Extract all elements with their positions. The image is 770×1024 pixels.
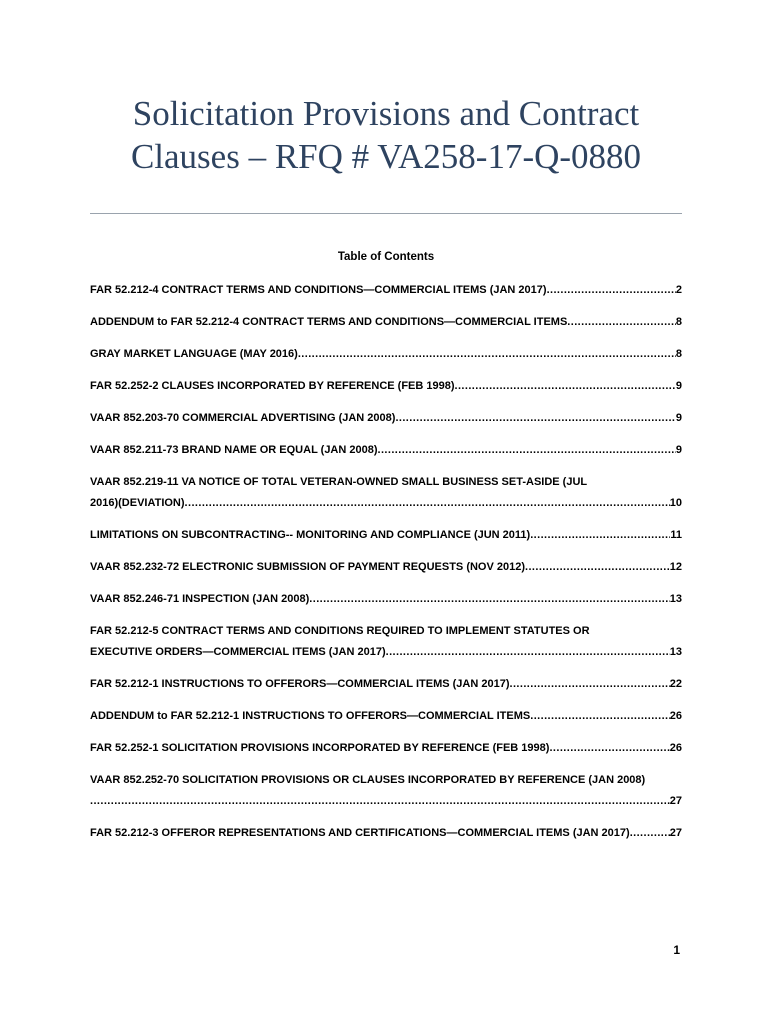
toc-entry-page[interactable]: 8 xyxy=(675,316,682,328)
toc-entry[interactable] xyxy=(90,312,682,333)
toc-entry[interactable] xyxy=(90,557,682,578)
toc-entry-title[interactable]: FAR 52.252-1 SOLICITATION PROVISIONS INCORPORATED BY REFERENCE (FEB 1998) xyxy=(90,742,550,754)
toc-entry-title[interactable]: VAAR 852.232-72 ELECTRONIC SUBMISSION OF PAYMENT REQUESTS (NOV 2012) xyxy=(90,561,526,573)
toc-entry-page[interactable]: 11 xyxy=(670,529,682,541)
page-number: 1 xyxy=(673,943,680,957)
toc-entry-page[interactable]: 9 xyxy=(675,444,682,456)
toc-leader-dots xyxy=(395,408,675,429)
toc-entry-page[interactable]: 10 xyxy=(669,497,682,509)
toc-entry-page[interactable]: 8 xyxy=(675,348,682,360)
toc-entry-title[interactable]: FAR 52.212-3 OFFEROR REPRESENTATIONS AND CERTIFICATIONS—COMMERCIAL ITEMS (JAN 2017) xyxy=(90,827,630,839)
toc-entry[interactable] xyxy=(90,344,682,365)
toc-entry[interactable] xyxy=(90,823,682,844)
toc-leader-dots xyxy=(378,440,676,461)
toc-entry[interactable] xyxy=(90,408,682,429)
title-divider xyxy=(90,213,682,214)
toc-entry-page[interactable]: 26 xyxy=(669,742,682,754)
toc-leader-dots xyxy=(455,376,676,397)
toc-entry-page[interactable]: 26 xyxy=(669,710,682,722)
toc-entry[interactable] xyxy=(90,589,682,610)
toc-entry-page[interactable]: 13 xyxy=(669,646,682,658)
toc-entry[interactable] xyxy=(90,472,682,514)
title-line-2: Clauses – RFQ # VA258-17-Q-0880 xyxy=(130,137,642,176)
toc-entry[interactable] xyxy=(90,674,682,695)
toc-entry-title-cont[interactable]: EXECUTIVE ORDERS—COMMERCIAL ITEMS (JAN 2017) xyxy=(90,646,386,658)
toc-entry-page[interactable]: 2 xyxy=(675,284,682,296)
toc-entry-title[interactable]: ADDENDUM to FAR 52.212-1 INSTRUCTIONS TO OFFERORS—COMMERCIAL ITEMS xyxy=(90,710,531,722)
toc-leader-dots xyxy=(567,312,676,333)
toc-entry-title-cont[interactable]: 2016)(DEVIATION) xyxy=(90,497,185,509)
toc-entry-title[interactable]: GRAY MARKET LANGUAGE (MAY 2016) xyxy=(90,348,298,360)
title-line-1: Solicitation Provisions and Contract xyxy=(132,94,640,133)
toc-leader-dots xyxy=(547,280,676,301)
toc-entry-page[interactable]: 27 xyxy=(669,795,682,807)
toc-entry-page[interactable]: 22 xyxy=(669,678,682,690)
toc-leader-dots xyxy=(549,738,669,759)
toc-entry[interactable] xyxy=(90,621,682,663)
document-title xyxy=(90,92,682,178)
toc-leader-dots xyxy=(630,823,670,844)
toc-entry-title[interactable]: VAAR 852.252-70 SOLICITATION PROVISIONS OR CLAUSES INCORPORATED BY REFERENCE (JAN 2008) xyxy=(90,774,646,786)
toc-entry-title[interactable]: VAAR 852.203-70 COMMERCIAL ADVERTISING (JAN 2008) xyxy=(90,412,396,424)
toc-entry-title[interactable]: FAR 52.252-2 CLAUSES INCORPORATED BY REFERENCE (FEB 1998) xyxy=(90,380,455,392)
toc-entry[interactable] xyxy=(90,440,682,461)
toc-entry-page[interactable]: 9 xyxy=(675,412,682,424)
toc-entry-title[interactable]: FAR 52.212-1 INSTRUCTIONS TO OFFERORS—COMMERCIAL ITEMS (JAN 2017) xyxy=(90,678,510,690)
toc-entry[interactable] xyxy=(90,376,682,397)
toc-entry-page[interactable]: 27 xyxy=(669,827,682,839)
toc-leader-dots xyxy=(530,706,670,727)
toc-leader-dots xyxy=(386,642,670,663)
toc-leader-dots xyxy=(309,589,669,610)
toc-entry-title[interactable]: FAR 52.212-4 CONTRACT TERMS AND CONDITIONS—COMMERCIAL ITEMS (JAN 2017) xyxy=(90,284,547,296)
toc-entry-page[interactable]: 12 xyxy=(669,561,682,573)
toc-leader-dots xyxy=(530,525,670,546)
table-of-contents xyxy=(90,280,682,855)
toc-heading: Table of Contents xyxy=(337,251,435,263)
toc-entry-title[interactable]: FAR 52.212-5 CONTRACT TERMS AND CONDITIONS REQUIRED TO IMPLEMENT STATUTES OR xyxy=(90,625,590,637)
toc-leader-dots xyxy=(90,791,670,812)
toc-leader-dots xyxy=(298,344,676,365)
toc-leader-dots xyxy=(525,557,670,578)
toc-entry[interactable] xyxy=(90,280,682,301)
toc-entry-title[interactable]: LIMITATIONS ON SUBCONTRACTING-- MONITORING AND COMPLIANCE (JUN 2011) xyxy=(90,529,531,541)
toc-leader-dots xyxy=(510,674,670,695)
toc-entry[interactable] xyxy=(90,770,682,812)
toc-entry-page[interactable]: 13 xyxy=(669,593,682,605)
toc-entry[interactable] xyxy=(90,706,682,727)
toc-entry-title[interactable]: VAAR 852.219-11 VA NOTICE OF TOTAL VETERAN-OWNED SMALL BUSINESS SET-ASIDE (JUL xyxy=(90,476,588,488)
toc-entry[interactable] xyxy=(90,525,682,546)
toc-entry-page[interactable]: 9 xyxy=(675,380,682,392)
toc-entry-title[interactable]: VAAR 852.211-73 BRAND NAME OR EQUAL (JAN 2008) xyxy=(90,444,378,456)
toc-entry[interactable] xyxy=(90,738,682,759)
toc-leader-dots xyxy=(185,493,670,514)
toc-entry-title[interactable]: ADDENDUM to FAR 52.212-4 CONTRACT TERMS AND CONDITIONS—COMMERCIAL ITEMS xyxy=(90,316,568,328)
toc-entry-title[interactable]: VAAR 852.246-71 INSPECTION (JAN 2008) xyxy=(90,593,310,605)
